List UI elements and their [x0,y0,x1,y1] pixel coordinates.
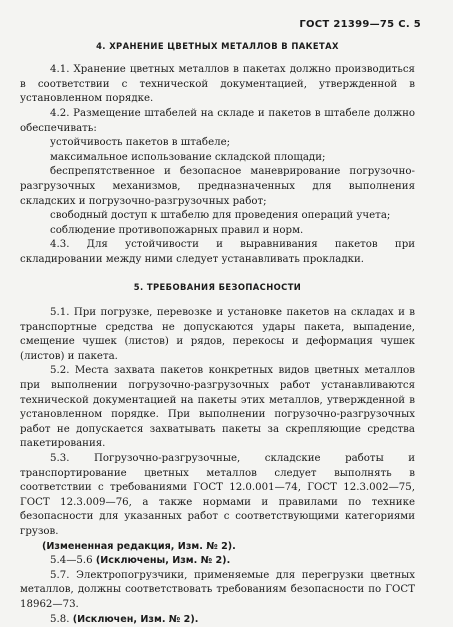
paragraph-4-2: 4.2. Размещение штабелей на складе и пакетов в штабеле должно обеспечивать: [20,107,415,134]
paragraph-5-3: 5.3. Погрузочно-разгрузочные, складские работы и транспортирование цветных металлов следует выполнять в соответствии с требованиями ГОСТ 12.0.001—74, ГОСТ 12.3.002—75, ГОСТ 12.3.009—76, а также нормами и правилами по технике безопасности для указанных работ с соответствующими категориями грузов. [20,453,415,537]
clause-number: 5.4—5.6 [50,555,93,567]
list-item: соблюдение противопожарных правил и норм. [50,224,304,236]
excluded-note: (Исключен, Изм. № 2). [72,613,199,625]
paragraph-4-1: 4.1. Хранение цветных металлов в пакетах должно производиться в соответствии с технической документацией, утвержденной в установленном порядке. [20,64,415,105]
paragraph-5-2: 5.2. Места захвата пакетов конкретных видов цветных металлов при выполнении погрузочно-разгрузочных работ устанавливаются технической документацией на пакеты этих металлов, утвержденной в установленном порядке. При выполнении погрузочно-разгрузочных работ не допускается захватывать пакеты за скрепляющие средства пакетирования. [20,365,415,450]
list-item: беспрепятственное и безопасное маневрирование погрузочно-разгрузочных механизмов, предназначенных для выполнения складских и погрузочно-разгрузочных работ; [20,166,415,207]
paragraph-5-1: 5.1. При погрузке, перевозке и установке пакетов на складах и в транспортные средства не допускаются удары пакета, выпадение, смещение чушек (листов) и рядов, перекосы и деформация чушек (листов) и пакета. [20,307,415,362]
section-4-title: 4. ХРАНЕНИЕ ЦВЕТНЫХ МЕТАЛЛОВ В ПАКЕТАХ [96,40,339,51]
list-item: устойчивость пакетов в штабеле; [50,137,231,149]
amendment-note [20,540,415,555]
paragraph-5-7: 5.7. Электропогрузчики, применяемые для перегрузки цветных металлов, должны соответствовать требованиям безопасности по ГОСТ 18962—73. [20,569,415,610]
excluded-note: (Исключены, Изм. № 2). [95,555,231,567]
paragraph-5-8 [20,613,415,627]
page-header: ГОСТ 21399—75 С. 5 [299,19,421,30]
amendment-note-text: (Измененная редакция, Изм. № 2). [42,540,236,552]
section-5-title: 5. ТРЕБОВАНИЯ БЕЗОПАСНОСТИ [133,281,302,292]
clause-number: 5.8. [50,613,70,625]
paragraph-4-3: 4.3. Для устойчивости и выравнивания пакетов при складировании между ними следует устанавливать прокладки. [20,239,415,265]
list-item: максимальное использование складской площади; [50,151,326,163]
paragraph-5-4-5-6 [20,554,415,569]
list-item: свободный доступ к штабелю для проведения операций учета; [50,210,391,222]
